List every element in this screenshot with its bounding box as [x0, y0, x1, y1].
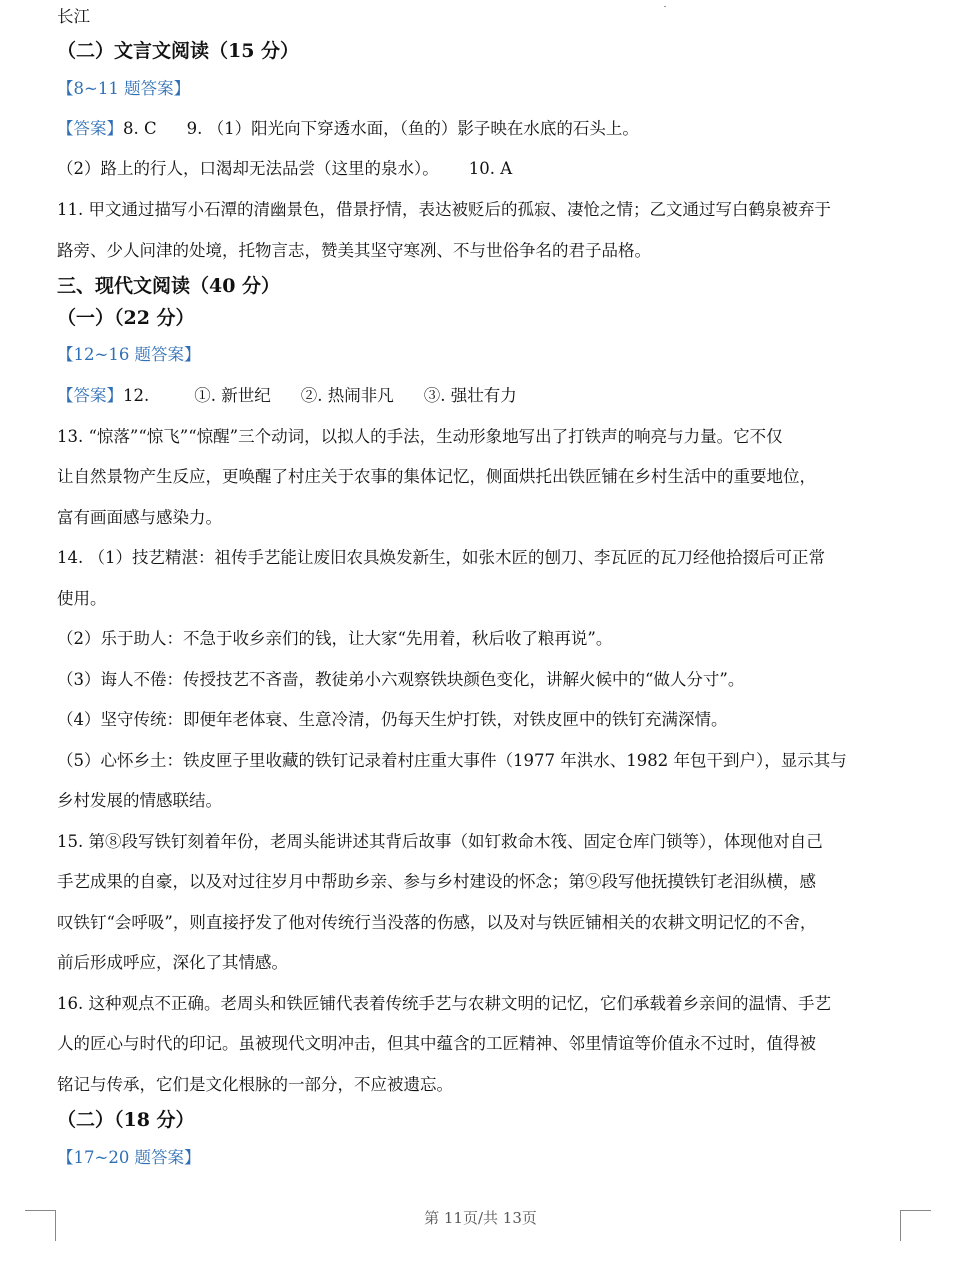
answer-14-line3: （2）乐于助人：不急于收乡亲们的钱，让大家“先用着，秋后收了粮再说”。 [57, 629, 613, 648]
answer-16-line2: 人的匠心与时代的印记。虽被现代文明冲击，但其中蕴含的工匠精神、邻里情谊等价值永不过时，值得被 [57, 1034, 816, 1053]
answer-16-line3: 铭记与传承，它们是文化根脉的一部分，不应被遗忘。 [57, 1075, 453, 1094]
answer-12-1: ①. 新世纪 [194, 386, 271, 405]
answer-14-line7: 乡村发展的情感联结。 [57, 791, 222, 810]
answer-14-line1: 14. （1）技艺精湛：祖传手艺能让废旧农具焕发新生，如张木匠的刨刀、李瓦匠的瓦刀经他拾掇后可正常 [57, 548, 825, 567]
answer-16-line1: 16. 这种观点不正确。老周头和铁匠铺代表着传统手艺与农耕文明的记忆，它们承载着乡亲间的温情、手艺 [57, 994, 831, 1013]
answer-14-line4: （3）诲人不倦：传授技艺不吝啬，教徒弟小六观察铁块颜色变化，讲解火候中的“做人分寸”。 [57, 670, 745, 689]
answer-tag-12-16: 【12~16 题答案】 [57, 345, 201, 364]
answer-14-line5: （4）坚守传统：即便年老体衰、生意冷清，仍每天生炉打铁，对铁皮匣中的铁钉充满深情。 [57, 710, 728, 729]
answer-12: 12. [123, 386, 150, 405]
answer-line-12 [57, 385, 903, 407]
top-line: 长江 [57, 7, 90, 26]
answer-10: 10. A [468, 159, 513, 178]
answer-label: 【答案】 [57, 119, 123, 138]
answer-line-9b-10 [57, 158, 903, 180]
subsection-heading-1: （一）（22 分） [57, 307, 195, 329]
answer-8: 8. C [123, 119, 157, 138]
answer-13-line2: 让自然景物产生反应，更唤醒了村庄关于农事的集体记忆，侧面烘托出铁匠铺在乡村生活中的重要地位， [57, 467, 816, 486]
answer-tag-17-20: 【17~20 题答案】 [57, 1148, 201, 1167]
subsection-heading-2: （二）（18 分） [57, 1109, 195, 1131]
answer-12-3: ③. 强壮有力 [423, 386, 517, 405]
section-heading-classical: （二）文言文阅读（15 分） [57, 40, 300, 62]
answer-9b: （2）路上的行人，口渴却无法品尝（这里的泉水）。 [57, 159, 439, 178]
answer-14-line2: 使用。 [57, 589, 107, 608]
answer-11-line1: 11. 甲文通过描写小石潭的清幽景色，借景抒情，表达被贬后的孤寂、凄怆之情；乙文通过写白鹤泉被弃于 [57, 200, 831, 219]
answer-line-8-9 [57, 118, 903, 140]
answer-15-line1: 15. 第⑧段写铁钉刻着年份，老周头能讲述其背后故事（如钉救命木筏、固定仓库门锁等），体现他对自己 [57, 832, 823, 851]
answer-13-line1: 13. “惊落”“惊飞”“惊醒”三个动词，以拟人的手法，生动形象地写出了打铁声的响亮与力量。它不仅 [57, 427, 783, 446]
answer-15-line2: 手艺成果的自豪，以及对过往岁月中帮助乡亲、参与乡村建设的怀念；第⑨段写他抚摸铁钉老泪纵横，感 [57, 872, 816, 891]
answer-15-line4: 前后形成呼应，深化了其情感。 [57, 953, 288, 972]
answer-9: 9. （1）阳光向下穿透水面，（鱼的）影子映在水底的石头上。 [186, 119, 639, 138]
section-heading-modern: 三、现代文阅读（40 分） [57, 275, 281, 297]
page-number: 第 11页/共 13页 [424, 1209, 537, 1227]
answer-14-line6: （5）心怀乡土：铁皮匣子里收藏的铁钉记录着村庄重大事件（1977 年洪水、1982 年包干到户），显示其与 [57, 751, 847, 770]
answer-12-2: ②. 热闹非凡 [300, 386, 394, 405]
answer-15-line3: 叹铁钉“会呼吸”，则直接抒发了他对传统行当没落的伤感，以及对与铁匠铺相关的农耕文明记忆的不舍， [57, 913, 817, 932]
answer-label: 【答案】 [57, 386, 123, 405]
answer-11-line2: 路旁、少人问津的处境，托物言志，赞美其坚守寒冽、不与世俗争名的君子品格。 [57, 241, 651, 260]
answer-13-line3: 富有画面感与感染力。 [57, 508, 222, 527]
answer-tag-8-11: 【8~11 题答案】 [57, 79, 191, 98]
